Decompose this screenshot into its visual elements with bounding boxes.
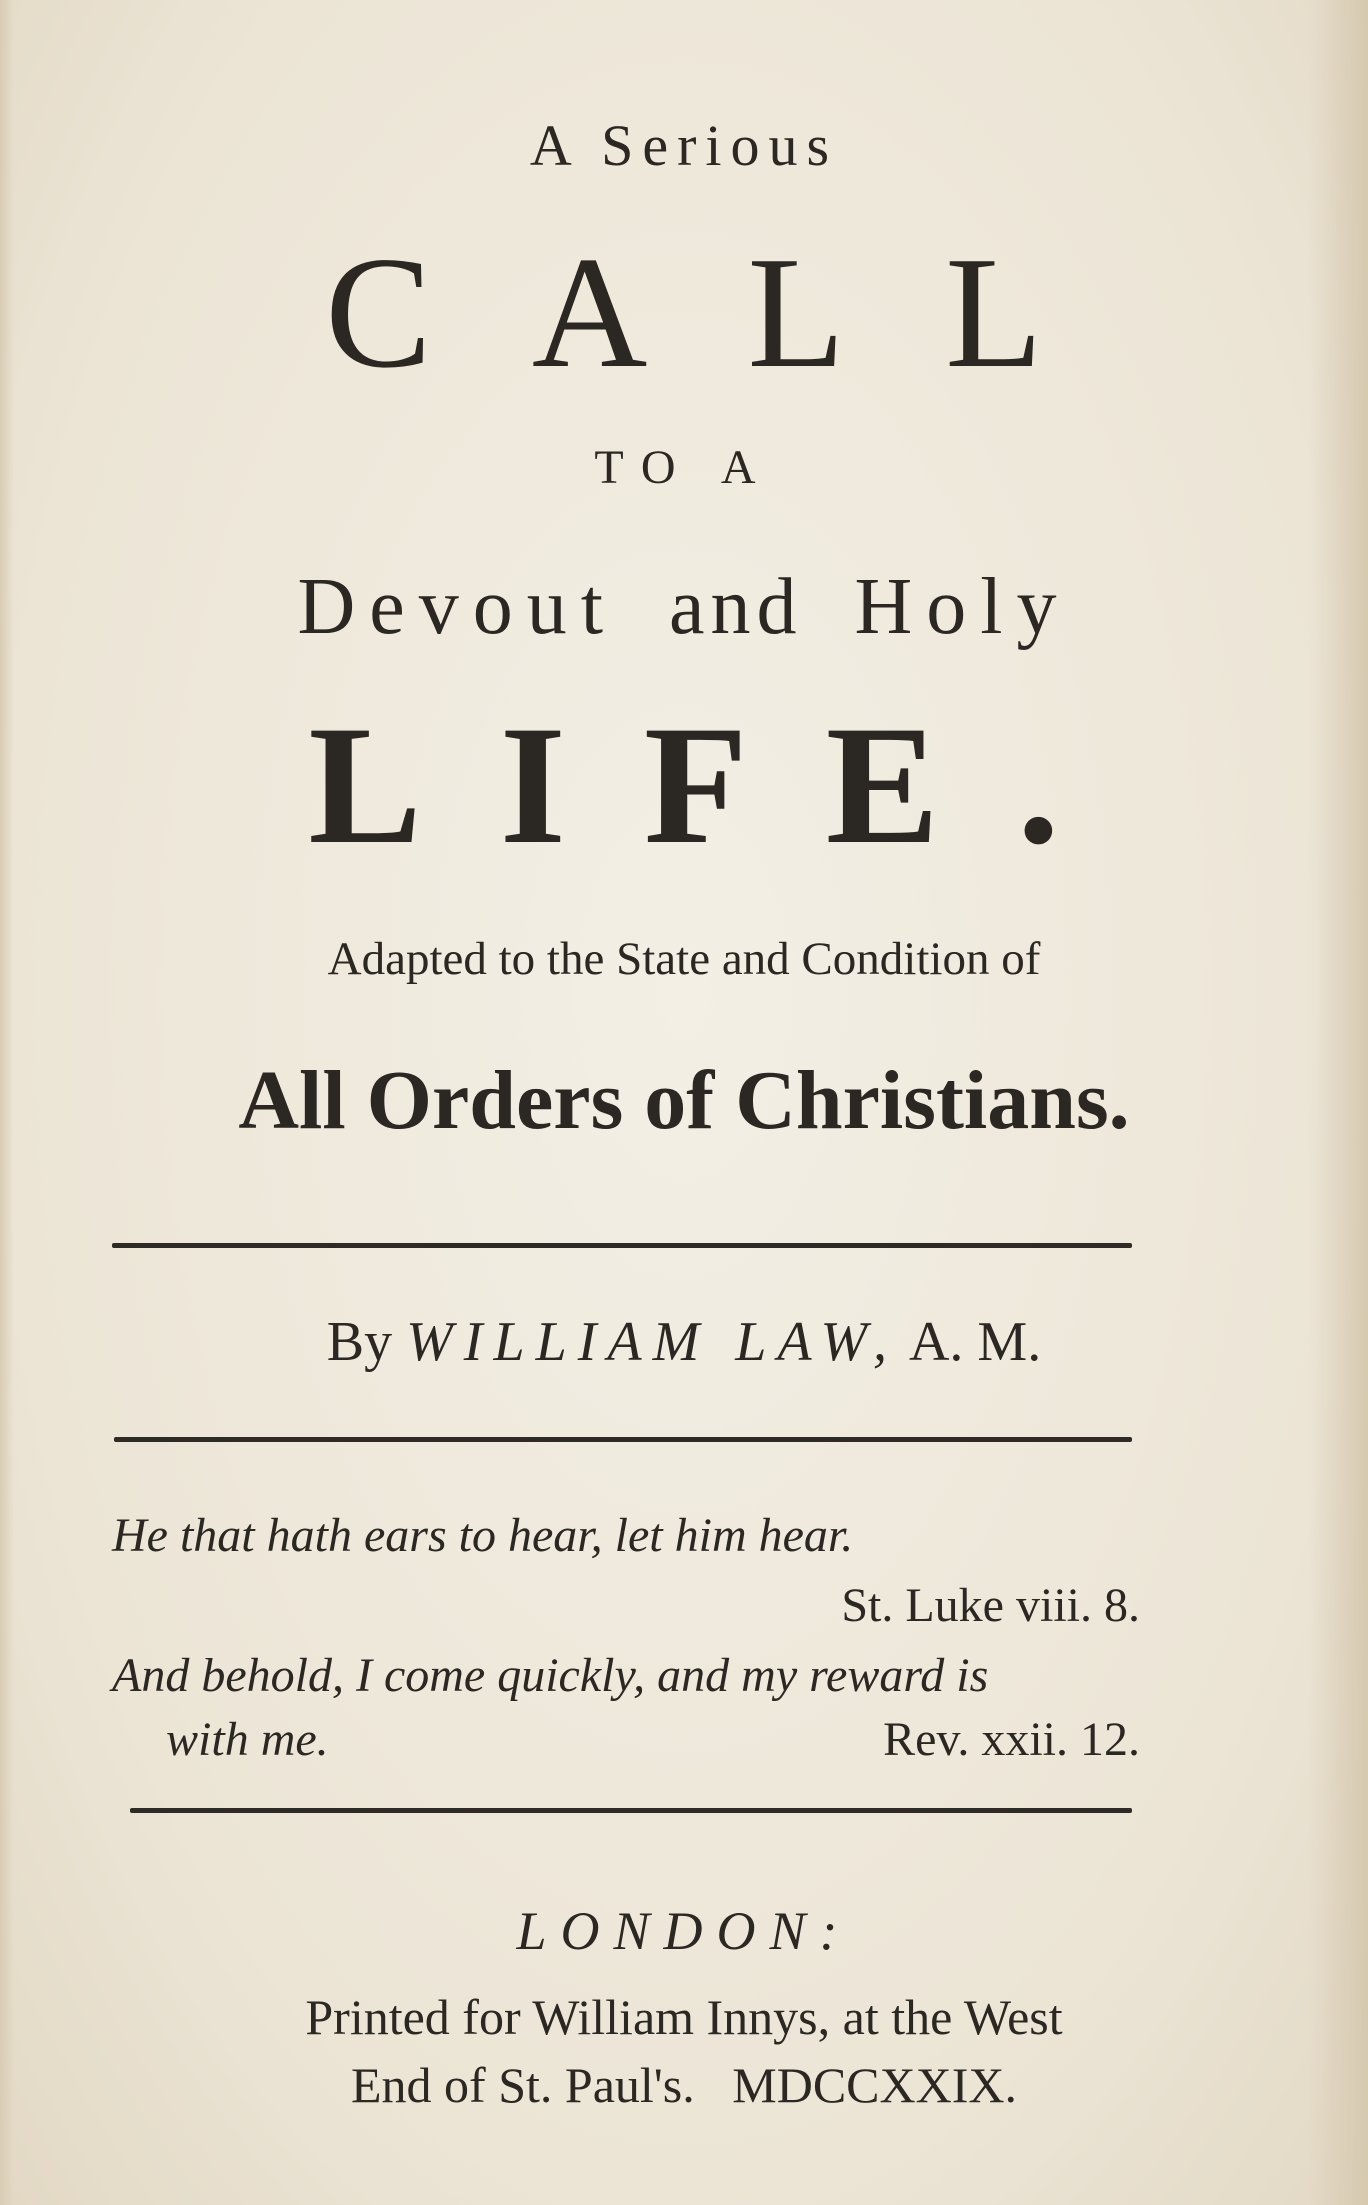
horizontal-rule bbox=[112, 1243, 1132, 1248]
imprint-printed-for: Printed for William Innys, at the West bbox=[305, 1989, 1063, 2045]
author-name: WILLIAM LAW, bbox=[406, 1311, 899, 1373]
title-line-life: LIFE. bbox=[308, 691, 1138, 879]
imprint-location: End of St. Paul's. bbox=[351, 2057, 695, 2113]
subtitle-adapted: Adapted to the State and Condition of bbox=[327, 933, 1041, 985]
title-word-holy: Holy bbox=[854, 563, 1071, 651]
author-degree: A. M. bbox=[908, 1311, 1042, 1373]
imprint-place: LONDON: bbox=[516, 1901, 852, 1961]
title-line-a-serious: A Serious bbox=[529, 113, 839, 178]
epigraph-2-text-line1: And behold, I come quickly, and my reward is bbox=[112, 1649, 989, 1702]
byline bbox=[0, 1310, 1368, 1374]
epigraph-2-text-line2: with me. bbox=[166, 1713, 329, 1766]
title-line-call: CALL bbox=[325, 223, 1143, 401]
title-word-devout: Devout bbox=[297, 563, 617, 651]
epigraph-1-text: He that hath ears to hear, let him hear. bbox=[112, 1509, 854, 1562]
epigraph-2-citation: Rev. xxii. 12. bbox=[883, 1713, 1140, 1766]
imprint-end-line bbox=[0, 2056, 1368, 2114]
epigraph-1-citation: St. Luke viii. 8. bbox=[841, 1579, 1140, 1632]
subtitle-all-orders: All Orders of Christians. bbox=[238, 1054, 1130, 1147]
title-line-to-a: TO A bbox=[594, 441, 774, 494]
imprint-date: MDCCXXIX. bbox=[732, 2057, 1017, 2113]
byline-by: By bbox=[326, 1311, 393, 1373]
title-word-and: and bbox=[669, 563, 803, 651]
title-line-devout-and-holy bbox=[0, 562, 1368, 653]
horizontal-rule bbox=[130, 1808, 1132, 1813]
horizontal-rule bbox=[114, 1437, 1132, 1442]
